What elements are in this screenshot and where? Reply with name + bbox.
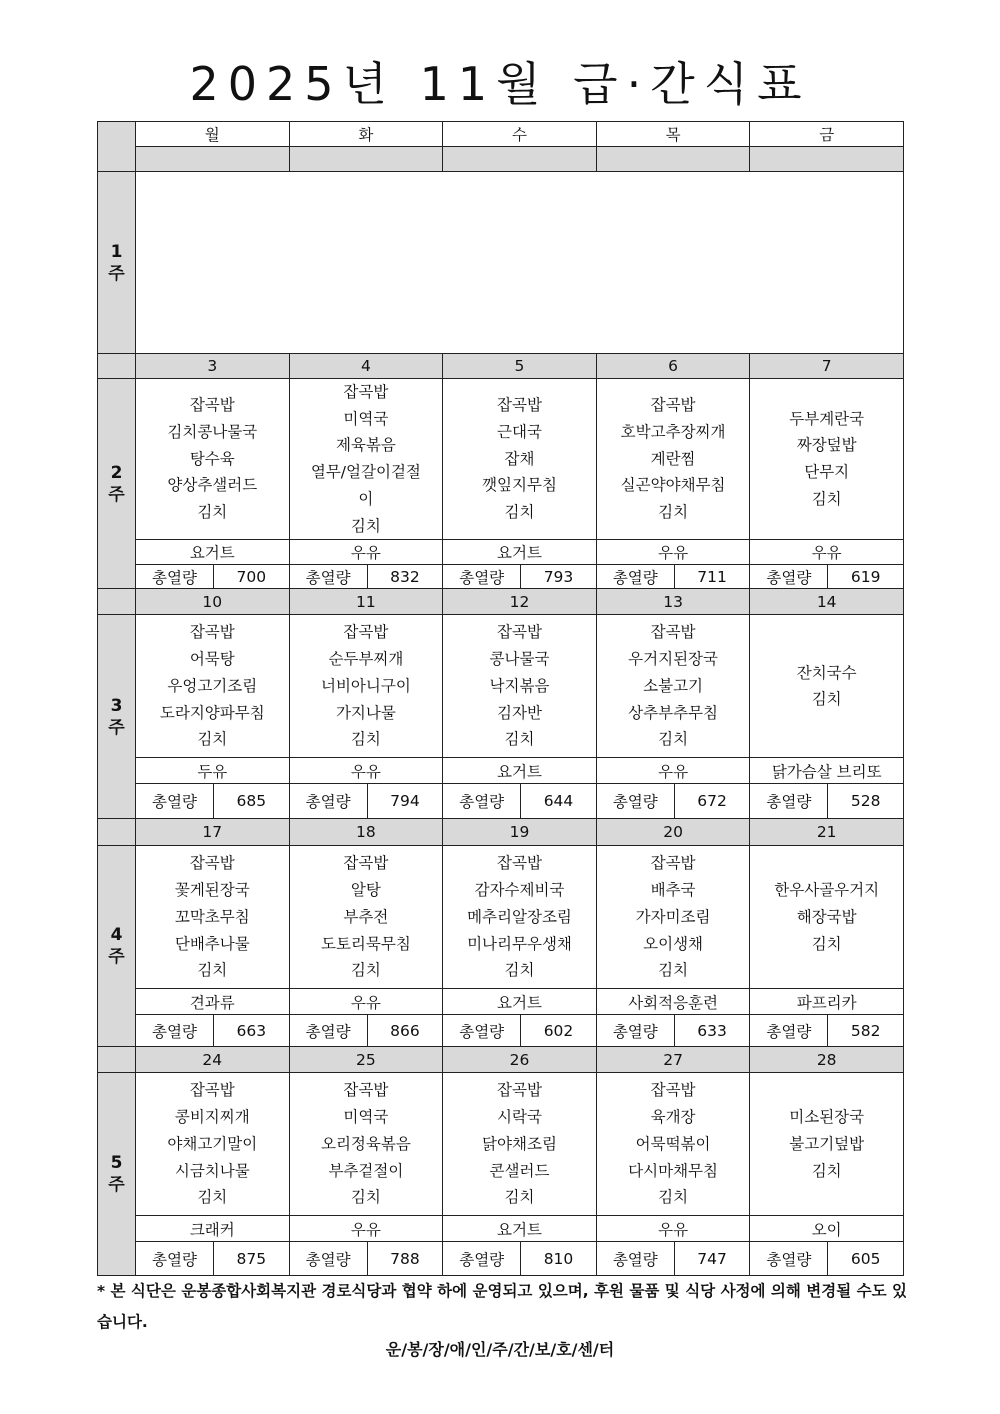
menu-item: 배추국	[650, 881, 696, 900]
snack-cell: 오이	[750, 1216, 904, 1242]
menu-item: 김치	[197, 961, 228, 980]
table-row	[98, 846, 904, 989]
snack-cell: 크래커	[136, 1216, 290, 1242]
kcal-cell	[289, 565, 443, 589]
kcal-cell	[750, 1242, 904, 1276]
kcal-cell	[750, 784, 904, 819]
menu-item: 김치	[811, 690, 842, 709]
date-cell: 6	[596, 354, 750, 379]
menu-item: 김치	[350, 516, 381, 535]
table-row	[98, 615, 904, 758]
menu-item: 김치	[504, 503, 535, 522]
menu-item: 김치	[197, 730, 228, 749]
menu-item: 한우사골우거지	[774, 881, 880, 900]
table-row	[98, 819, 904, 846]
menu-item: 알탕	[350, 881, 381, 900]
menu-item: 잡곡밥	[189, 854, 235, 873]
menu-item: 오리정육볶음	[320, 1134, 411, 1153]
menu-item: 김치	[350, 730, 381, 749]
kcal-label: 총열량	[136, 1242, 214, 1275]
date-cell: 11	[289, 589, 443, 615]
snack-cell: 요거트	[443, 1216, 597, 1242]
kcal-label: 총열량	[290, 1015, 368, 1046]
week-label: 1 주	[98, 172, 136, 354]
menu-item: 잡곡밥	[189, 623, 235, 642]
date-cell: 26	[443, 1047, 597, 1073]
table-row	[98, 122, 904, 147]
menu-item: 양상추샐러드	[167, 476, 258, 495]
kcal-cell	[443, 565, 597, 589]
day-header: 화	[289, 122, 443, 147]
menu-item: 김치	[350, 961, 381, 980]
empty-cell	[443, 147, 597, 172]
menu-item: 부추겉절이	[328, 1161, 404, 1180]
menu-item: 불고기덮밥	[789, 1134, 865, 1153]
kcal-cell	[750, 1015, 904, 1047]
menu-item: 메추리알장조림	[467, 907, 572, 926]
snack-cell: 파프리카	[750, 989, 904, 1015]
date-cell: 20	[596, 819, 750, 846]
menu-item: 잡채	[504, 449, 535, 468]
menu-cell	[289, 1073, 443, 1216]
menu-cell	[289, 379, 443, 540]
spacer-cell	[98, 354, 136, 379]
kcal-value: 832	[390, 567, 420, 586]
menu-item: 김치	[350, 1188, 381, 1207]
menu-cell	[596, 846, 750, 989]
kcal-value: 528	[850, 792, 881, 811]
table-row	[98, 540, 904, 565]
menu-item: 너비아니구이	[320, 676, 411, 695]
menu-item: 잡곡밥	[343, 623, 389, 642]
kcal-label: 총열량	[750, 1242, 828, 1275]
kcal-cell	[289, 1242, 443, 1276]
kcal-value: 875	[236, 1249, 267, 1268]
menu-item: 단배추나물	[174, 934, 250, 953]
menu-item: 잡곡밥	[343, 1081, 389, 1100]
menu-item: 김치	[197, 503, 228, 522]
menu-item: 실곤약야채무침	[620, 476, 726, 495]
week-label: 5 주	[98, 1073, 136, 1276]
kcal-value: 794	[390, 792, 420, 811]
kcal-label: 총열량	[443, 1242, 521, 1275]
menu-item: 깻잎지무침	[482, 476, 557, 495]
table-row	[98, 1047, 904, 1073]
menu-item: 꼬막초무침	[174, 907, 250, 926]
kcal-cell	[136, 1015, 290, 1047]
table-row	[98, 758, 904, 784]
menu-item: 오이생채	[643, 934, 704, 953]
kcal-cell	[596, 565, 750, 589]
kcal-value: 644	[543, 792, 574, 811]
kcal-value: 788	[390, 1249, 420, 1268]
menu-item: 가자미조림	[635, 907, 711, 926]
menu-item: 김치	[504, 730, 535, 749]
menu-cell	[136, 1073, 290, 1216]
week-label: 4 주	[98, 846, 136, 1047]
date-cell: 17	[136, 819, 290, 846]
menu-item: 가지나물	[335, 703, 396, 722]
kcal-label: 총열량	[597, 1242, 675, 1275]
menu-item: 김치	[658, 1188, 689, 1207]
snack-cell: 우유	[289, 758, 443, 784]
kcal-cell	[289, 1015, 443, 1047]
menu-item: 잡곡밥	[650, 396, 696, 415]
menu-cell	[750, 615, 904, 758]
kcal-value: 810	[543, 1249, 574, 1268]
kcal-cell	[136, 784, 290, 819]
menu-item: 짜장덮밥	[796, 436, 857, 455]
menu-cell	[750, 1073, 904, 1216]
kcal-cell	[289, 784, 443, 819]
snack-cell: 우유	[596, 758, 750, 784]
menu-item: 상추부추무침	[628, 703, 718, 722]
kcal-label: 총열량	[290, 565, 368, 588]
table-row	[98, 147, 904, 172]
menu-item: 단무지	[804, 463, 850, 482]
snack-cell: 요거트	[443, 989, 597, 1015]
snack-cell: 요거트	[443, 540, 597, 565]
menu-item: 잔치국수	[796, 663, 857, 682]
menu-item: 잡곡밥	[497, 854, 542, 873]
snack-cell: 요거트	[136, 540, 290, 565]
snack-cell: 요거트	[443, 758, 597, 784]
menu-item: 잡곡밥	[189, 396, 235, 415]
menu-cell	[750, 379, 904, 540]
menu-item: 이	[358, 489, 374, 508]
kcal-cell	[443, 1242, 597, 1276]
menu-cell	[596, 379, 750, 540]
menu-item: 어묵탕	[189, 650, 235, 669]
date-cell: 14	[750, 589, 904, 615]
menu-item: 계란찜	[650, 449, 696, 468]
menu-item: 순두부찌개	[328, 650, 404, 669]
menu-item: 근대국	[497, 423, 542, 442]
menu-item: 다시마채무침	[628, 1161, 718, 1180]
kcal-label: 총열량	[136, 784, 214, 818]
empty-cell	[596, 147, 750, 172]
menu-item: 미역국	[343, 409, 389, 428]
kcal-cell	[750, 565, 904, 589]
kcal-value: 672	[697, 792, 727, 811]
signature: 운/봉/장/애/인/주/간/보/호/센/터	[385, 1340, 615, 1359]
kcal-cell	[596, 1242, 750, 1276]
date-cell: 19	[443, 819, 597, 846]
menu-item: 두부계란국	[789, 409, 865, 428]
menu-item: 어묵떡볶이	[635, 1134, 711, 1153]
table-row	[98, 989, 904, 1015]
snack-cell: 우유	[750, 540, 904, 565]
menu-item: 김자반	[497, 703, 542, 722]
menu-item: 미소된장국	[789, 1108, 865, 1127]
menu-item: 닭야채조림	[482, 1134, 557, 1153]
menu-item: 부추전	[343, 907, 389, 926]
menu-cell	[443, 1073, 597, 1216]
snack-cell: 우유	[289, 1216, 443, 1242]
menu-cell	[136, 379, 290, 540]
date-cell: 28	[750, 1047, 904, 1073]
kcal-value: 582	[850, 1021, 881, 1040]
menu-item: 감자수제비국	[474, 881, 565, 900]
menu-cell	[443, 615, 597, 758]
menu-item: 시락국	[497, 1108, 542, 1127]
kcal-value: 619	[850, 567, 881, 586]
menu-cell	[596, 615, 750, 758]
date-cell: 3	[136, 354, 290, 379]
date-cell: 4	[289, 354, 443, 379]
snack-cell: 두유	[136, 758, 290, 784]
menu-item: 김치	[197, 1188, 228, 1207]
kcal-label: 총열량	[443, 784, 521, 818]
kcal-label: 총열량	[290, 784, 368, 818]
snack-cell: 우유	[596, 540, 750, 565]
empty-week	[136, 172, 904, 354]
table-row	[98, 565, 904, 589]
menu-item: 콘샐러드	[489, 1161, 550, 1180]
kcal-label: 총열량	[750, 565, 828, 588]
menu-item: 시금치나물	[174, 1161, 250, 1180]
menu-item: 콩나물국	[489, 650, 550, 669]
kcal-label: 총열량	[443, 1015, 521, 1046]
kcal-label: 총열량	[597, 1015, 675, 1046]
kcal-value: 700	[236, 567, 267, 586]
date-cell: 12	[443, 589, 597, 615]
kcal-label: 총열량	[597, 784, 675, 818]
menu-cell	[136, 846, 290, 989]
kcal-label: 총열량	[136, 565, 214, 588]
kcal-value: 685	[236, 792, 267, 811]
date-cell: 18	[289, 819, 443, 846]
menu-item: 김치	[504, 961, 535, 980]
menu-item: 제육볶음	[335, 436, 396, 455]
menu-item: 도토리묵무침	[320, 934, 411, 953]
menu-item: 잡곡밥	[650, 854, 696, 873]
empty-cell	[136, 147, 290, 172]
menu-item: 낙지볶음	[489, 676, 550, 695]
week-label: 2 주	[98, 379, 136, 589]
day-header: 금	[750, 122, 904, 147]
menu-cell	[443, 846, 597, 989]
menu-cell	[289, 846, 443, 989]
menu-item: 김치	[658, 730, 689, 749]
date-cell: 7	[750, 354, 904, 379]
date-cell: 27	[596, 1047, 750, 1073]
menu-cell	[596, 1073, 750, 1216]
menu-cell	[136, 615, 290, 758]
table-row	[98, 1015, 904, 1047]
table-row	[98, 1073, 904, 1216]
table-row	[98, 379, 904, 540]
table-row	[98, 172, 904, 354]
menu-cell	[289, 615, 443, 758]
empty-cell	[289, 147, 443, 172]
kcal-label: 총열량	[750, 784, 828, 818]
menu-item: 잡곡밥	[650, 623, 696, 642]
menu-item: 해장국밥	[796, 907, 857, 926]
snack-cell: 우유	[289, 989, 443, 1015]
menu-cell	[750, 846, 904, 989]
kcal-cell	[443, 1015, 597, 1047]
menu-item: 열무/얼갈이겉절	[310, 463, 421, 482]
menu-item: 잡곡밥	[497, 396, 542, 415]
kcal-value: 793	[543, 567, 574, 586]
kcal-cell	[136, 565, 290, 589]
menu-item: 탕수육	[189, 449, 235, 468]
snack-cell: 사회적응훈련	[596, 989, 750, 1015]
date-cell: 10	[136, 589, 290, 615]
menu-item: 잡곡밥	[497, 623, 542, 642]
kcal-label: 총열량	[443, 565, 521, 588]
footnote: * 본 식단은 운봉종합사회복지관 경로식당과 협약 하에 운영되고 있으며, 후원 물품 및 식당 사정에 의해 변경될 수도 있습니다.	[97, 1282, 907, 1331]
menu-item: 김치	[658, 961, 689, 980]
snack-cell: 닭가슴살 브리또	[750, 758, 904, 784]
snack-cell: 우유	[596, 1216, 750, 1242]
date-cell: 5	[443, 354, 597, 379]
menu-item: 콩비지찌개	[174, 1108, 250, 1127]
menu-item: 잡곡밥	[343, 383, 389, 401]
menu-item: 김치콩나물국	[167, 423, 258, 442]
kcal-value: 711	[697, 567, 727, 586]
menu-item: 미역국	[343, 1108, 389, 1127]
empty-cell	[750, 147, 904, 172]
kcal-label: 총열량	[597, 565, 675, 588]
spacer-cell	[98, 819, 136, 846]
day-header: 목	[596, 122, 750, 147]
kcal-cell	[596, 784, 750, 819]
menu-item: 잡곡밥	[497, 1081, 542, 1100]
menu-item: 김치	[504, 1188, 535, 1207]
corner-cell	[98, 122, 136, 172]
page-title: 2025년 11월 급·간식표	[189, 57, 811, 111]
kcal-cell	[136, 1242, 290, 1276]
table-row	[98, 1216, 904, 1242]
kcal-value: 866	[390, 1021, 420, 1040]
menu-item: 육개장	[650, 1108, 696, 1127]
menu-item: 야채고기말이	[167, 1134, 258, 1153]
menu-item: 잡곡밥	[189, 1081, 235, 1100]
kcal-cell	[596, 1015, 750, 1047]
menu-item: 미나리무우생채	[467, 934, 572, 953]
menu-item: 호박고추장찌개	[620, 423, 726, 442]
week-label: 3 주	[98, 615, 136, 819]
kcal-label: 총열량	[750, 1015, 828, 1046]
kcal-value: 602	[543, 1021, 574, 1040]
menu-item: 잡곡밥	[343, 854, 389, 873]
menu-item: 도라지양파무침	[159, 703, 265, 722]
kcal-value: 663	[236, 1021, 267, 1040]
spacer-cell	[98, 1047, 136, 1073]
menu-item: 꽃게된장국	[174, 881, 250, 900]
day-header: 수	[443, 122, 597, 147]
menu-item: 우엉고기조림	[167, 676, 258, 695]
table-row	[98, 354, 904, 379]
date-cell: 21	[750, 819, 904, 846]
menu-item: 김치	[811, 1161, 842, 1180]
menu-item: 김치	[811, 934, 842, 953]
kcal-label: 총열량	[290, 1242, 368, 1275]
kcal-value: 633	[697, 1021, 727, 1040]
kcal-value: 605	[850, 1249, 881, 1268]
snack-cell: 우유	[289, 540, 443, 565]
kcal-value: 747	[697, 1249, 727, 1268]
spacer-cell	[98, 589, 136, 615]
kcal-cell	[443, 784, 597, 819]
menu-item: 우거지된장국	[628, 650, 718, 669]
day-header: 월	[136, 122, 290, 147]
table-row	[98, 784, 904, 819]
table-row	[98, 1242, 904, 1276]
menu-table	[97, 121, 904, 1276]
menu-item: 김치	[811, 489, 842, 508]
snack-cell: 견과류	[136, 989, 290, 1015]
kcal-label: 총열량	[136, 1015, 214, 1046]
menu-item: 김치	[658, 503, 689, 522]
menu-item: 잡곡밥	[650, 1081, 696, 1100]
date-cell: 24	[136, 1047, 290, 1073]
table-row	[98, 589, 904, 615]
menu-item: 소불고기	[643, 676, 704, 695]
date-cell: 25	[289, 1047, 443, 1073]
menu-cell	[443, 379, 597, 540]
date-cell: 13	[596, 589, 750, 615]
